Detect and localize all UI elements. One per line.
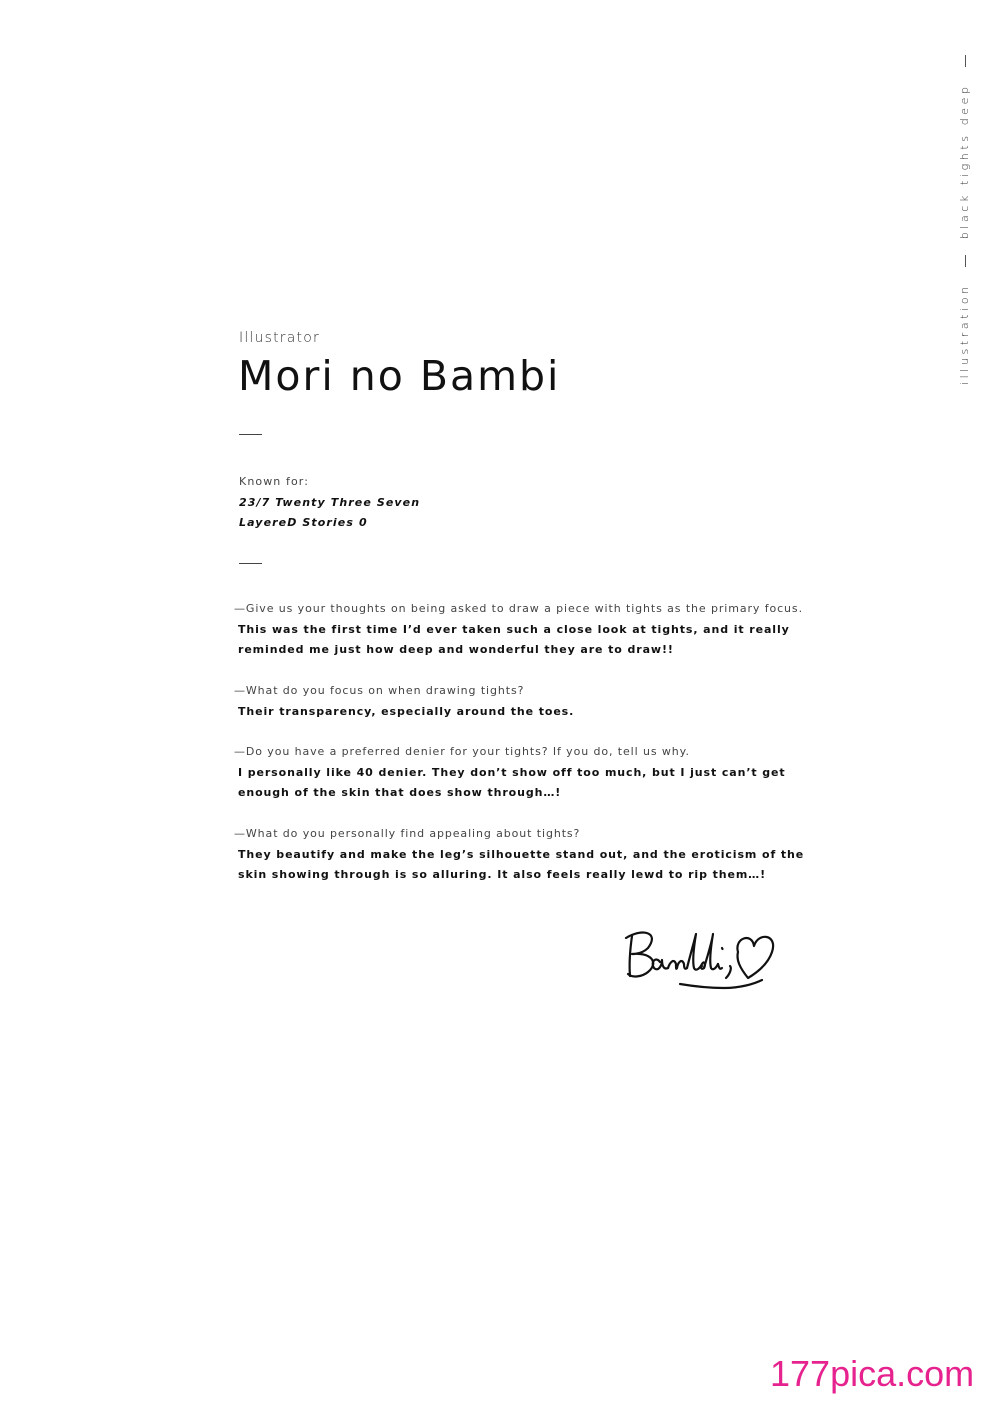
known-for-label: Known for: <box>239 475 310 488</box>
known-for-work: 23/7 Twenty Three Seven <box>239 495 421 509</box>
interview-question: —Do you have a preferred denier for your tights? If you do, tell us why. <box>234 745 690 758</box>
interview-answer: Their transparency, especially around the toes. <box>238 704 575 718</box>
role-label: Illustrator <box>239 330 320 346</box>
known-for-work: LayereD Stories 0 <box>239 516 368 529</box>
side-title-label: black tights deep <box>958 83 971 240</box>
side-label <box>953 70 977 395</box>
divider <box>239 434 262 435</box>
interview-answer: This was the first time I’d ever taken such a close look at tights, and it really reminded me just how deep and wonderful they are to draw!! <box>238 622 790 656</box>
interview-question: —What do you personally find appealing about tights? <box>234 827 581 840</box>
interview-item <box>234 824 824 886</box>
interview-answer: I personally like 40 denier. They don’t show off too much, but I just can’t get enough of the skin that does show through…! <box>238 765 786 799</box>
known-for-block <box>239 472 420 534</box>
illustrator-name: Mori no Bambi <box>238 352 561 400</box>
interview-question: —Give us your thoughts on being asked to draw a piece with tights as the primary focus. <box>234 602 803 615</box>
interview-item <box>234 599 824 661</box>
side-separator <box>965 55 966 67</box>
watermark-text: 177pica.com <box>770 1353 975 1394</box>
side-section-label: illustration <box>958 283 971 385</box>
interview-answer: They beautify and make the leg’s silhouette stand out, and the eroticism of the skin showing through is so alluring. It also feels really lewd to rip them…! <box>238 847 805 881</box>
divider <box>239 563 262 564</box>
interview-item <box>234 742 824 804</box>
side-separator <box>965 255 966 267</box>
interview-question: —What do you focus on when drawing tights? <box>234 684 525 697</box>
interview-item <box>234 681 824 722</box>
signature-image <box>620 922 785 997</box>
